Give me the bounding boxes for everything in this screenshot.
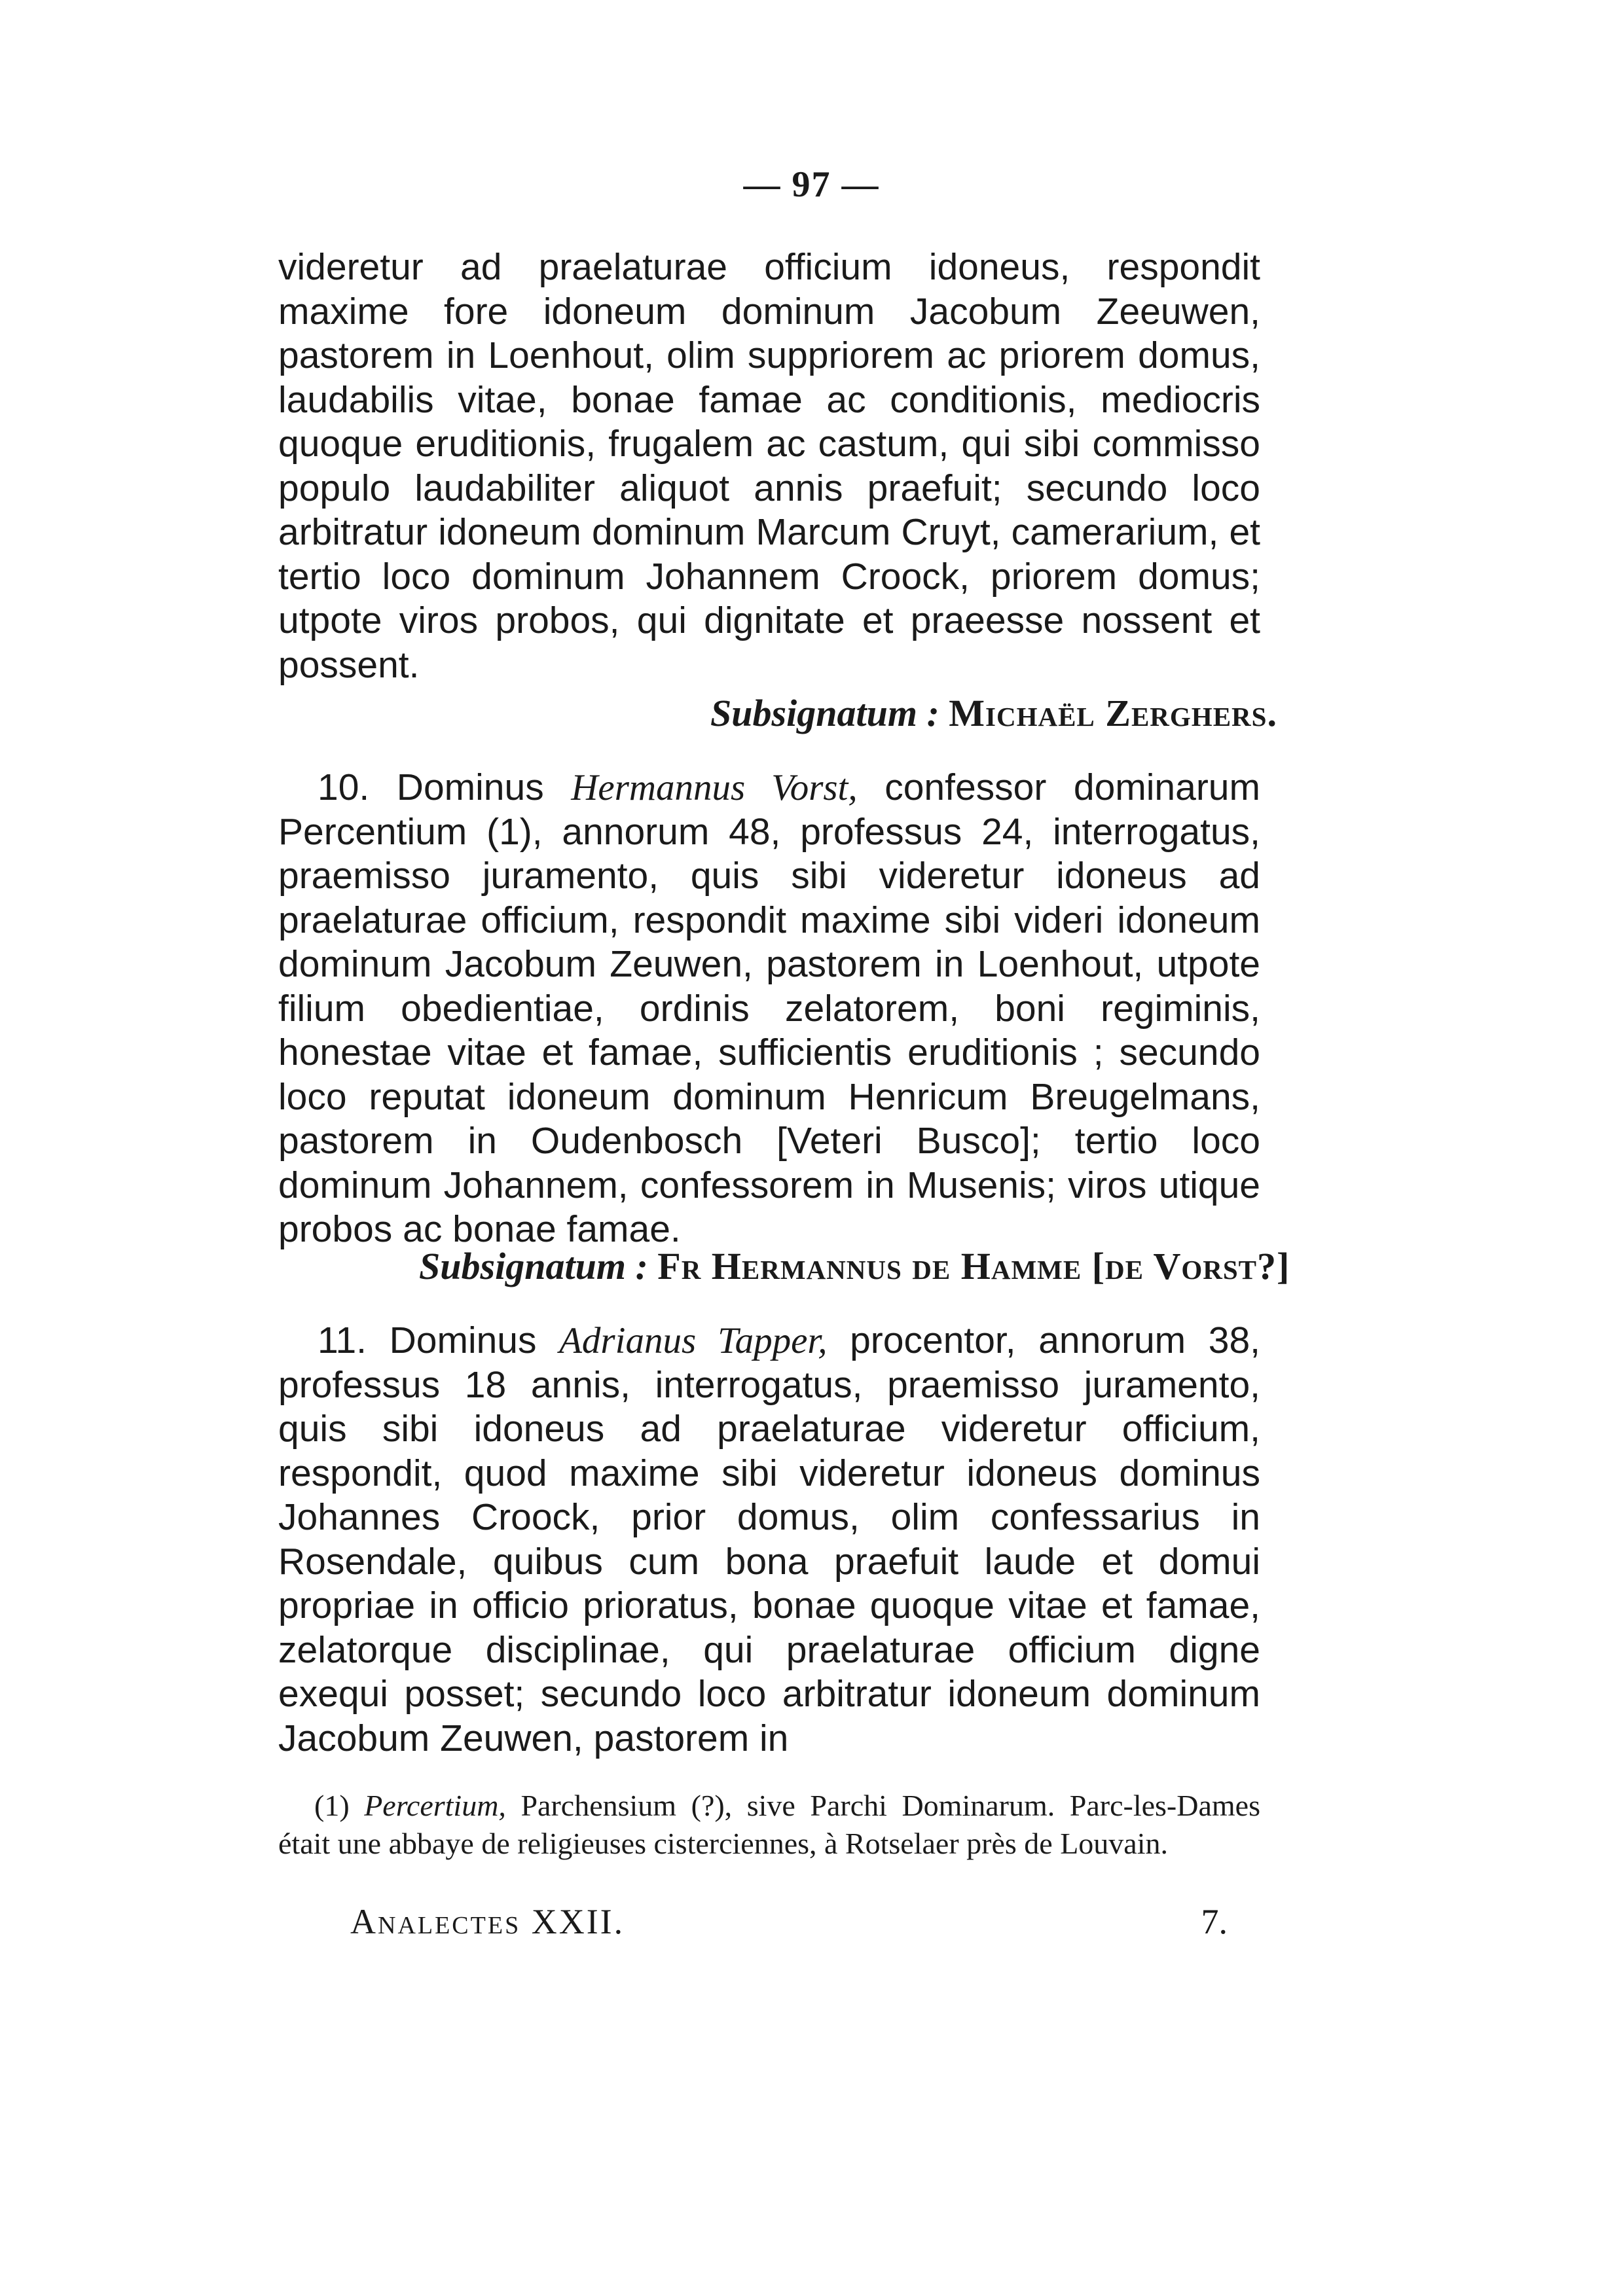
footnote-term: Percertium, [364, 1789, 506, 1822]
footnote-marker: (1) [314, 1789, 350, 1822]
signature-label: Subsignatum : [419, 1245, 648, 1287]
paragraph-body: procentor, annorum 38, professus 18 annis, interrogatus, praemisso juramento, quis sibi idoneus ad praelaturae videretur officium, respondit, quod maxime sibi videretur idoneus dominus Johannes Croock, prior domus, olim confessarius in Rosendale, quibus cum bona praefuit laude et domui propriae in officio prioratus, bonae quoque vitae et famae, zelatorque disciplinae, qui praelaturae officium digne exequi posset; secundo loco arbitratur idoneum dominum Jacobum Zeuwen, pastorem in [278, 1319, 1260, 1759]
paragraph-11 [278, 1319, 1260, 1761]
footer-signature-mark: Analectes XXII. [350, 1902, 625, 1941]
person-name: Hermannus Vorst, [571, 767, 858, 808]
footer-gathering-number: 7. [1201, 1902, 1228, 1941]
paragraph-text: videretur ad praelaturae officium idoneus, respondit maxime fore idoneum dominum Jacobum Zeeuwen, pastorem in Loenhout, olim suppriorem ac priorem domus, laudabilis vitae, bonae famae ac conditionis, mediocris quoque eruditionis, frugalem ac castum, qui sibi commisso populo laudabiliter aliquot annis praefuit; secundo loco arbitratur idoneum dominum Marcum Cruyt, camerarium, et tertio loco dominum Johannem Croock, priorem domus; utpote viros probos, qui dignitate et praeesse nossent et possent. [278, 246, 1260, 686]
paragraph-text [278, 1319, 1260, 1761]
signature-name: Fr Hermannus de Hamme [de Vorst?] [657, 1245, 1290, 1287]
paragraph-body: confessor dominarum Percentium (1), annorum 48, professus 24, interrogatus, praemisso juramento, quis sibi videretur idoneus ad praelaturae officium, respondit maxime sibi videri idoneum dominum Jacobum Zeuwen, pastorem in Loenhout, utpote filium obedientiae, ordinis zelatorem, boni regiminis, honestae vitae et famae, sufficientis eruditionis ; secundo loco reputat idoneum dominum Henricum Breugelmans, pastorem in Oudenbosch [Veteri Busco]; tertio loco dominum Johannem, confessorem in Musenis; viros utique probos ac bonae famae. [278, 766, 1260, 1250]
footnote-text: Parchensium (?), sive Parchi Dominarum. Parc-les-Dames était une abbaye de religieuses cisterciennes, à Rotselaer près de Louvain. [278, 1789, 1260, 1860]
paragraph-continuation [278, 245, 1260, 687]
page-number: — 97 — [743, 164, 880, 205]
signature-1 [710, 691, 1277, 736]
person-name: Adrianus Tapper, [559, 1320, 828, 1361]
signature-name: Michaël Zerghers. [949, 692, 1277, 734]
signature-2 [419, 1244, 1290, 1289]
signature-label: Subsignatum : [710, 692, 939, 734]
paragraph-text [278, 766, 1260, 1252]
paragraph-10 [278, 766, 1260, 1252]
page-footer [350, 1901, 1228, 1942]
paragraph-prefix: 10. Dominus [318, 766, 544, 808]
footnote [278, 1787, 1260, 1863]
paragraph-prefix: 11. Dominus [318, 1319, 537, 1361]
